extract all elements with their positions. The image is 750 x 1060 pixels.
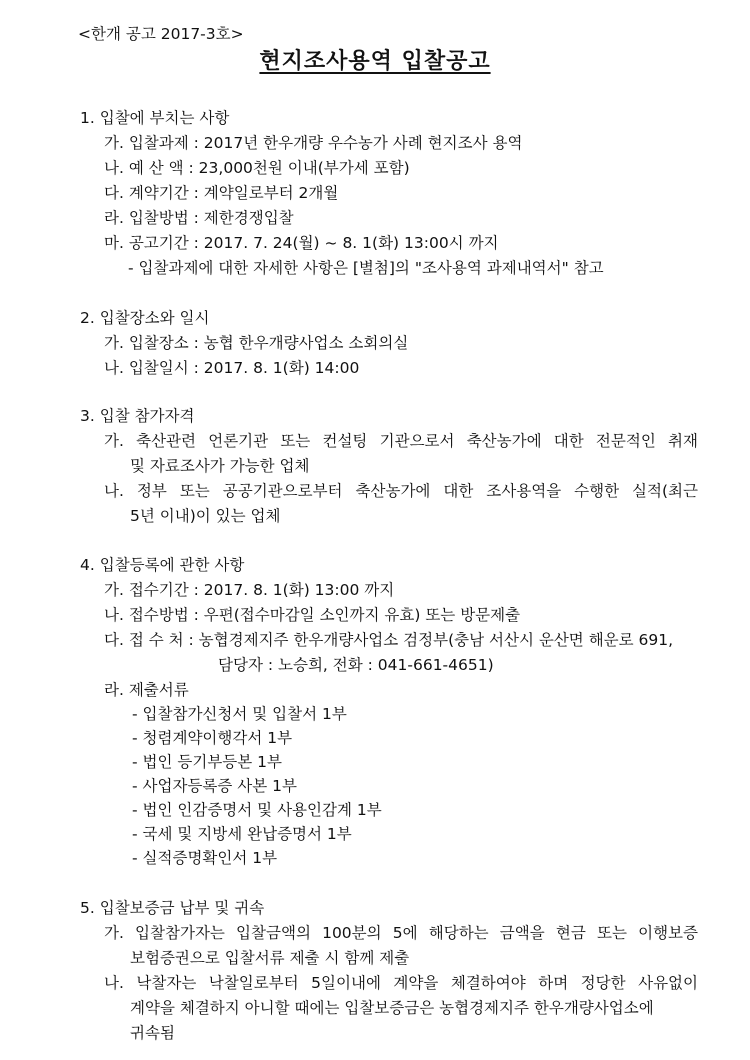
s4-item-d: 라. 제출서류 bbox=[104, 681, 189, 699]
section-3-heading: 3. 입찰 참가자격 bbox=[80, 407, 195, 425]
s1-item-e: 마. 공고기간 : 2017. 7. 24(월) ~ 8. 1(화) 13:00시 까지 bbox=[104, 234, 499, 252]
s5-item-a-line2: 보험증권으로 입찰서류 제출 시 함께 제출 bbox=[130, 949, 410, 967]
s4-doc-4: - 사업자등록증 사본 1부 bbox=[132, 777, 297, 795]
section-4-heading: 4. 입찰등록에 관한 사항 bbox=[80, 556, 245, 574]
page-title-text: 현지조사용역 입찰공고 bbox=[259, 49, 491, 74]
page-title bbox=[0, 44, 750, 75]
s5-item-b-line3: 귀속됨 bbox=[130, 1024, 175, 1042]
s4-doc-2: - 청렴계약이행각서 1부 bbox=[132, 729, 293, 747]
s4-item-a: 가. 접수기간 : 2017. 8. 1(화) 13:00 까지 bbox=[104, 581, 395, 599]
notice-number: <한개 공고 2017-3호> bbox=[78, 25, 244, 43]
s4-item-c-line1: 다. 접 수 처 : 농협경제지주 한우개량사업소 검정부(충남 서산시 운산면 해운로 691, bbox=[104, 631, 674, 649]
s5-item-b-line1: 나. 낙찰자는 낙찰일로부터 5일이내에 계약을 체결하여야 하며 정당한 사유없이 bbox=[104, 974, 698, 992]
s4-doc-7: - 실적증명확인서 1부 bbox=[132, 849, 278, 867]
s3-item-b-line1: 나. 정부 또는 공공기관으로부터 축산농가에 대한 조사용역을 수행한 실적(최근 bbox=[104, 482, 698, 500]
s4-item-b: 나. 접수방법 : 우편(접수마감일 소인까지 유효) 또는 방문제출 bbox=[104, 606, 521, 624]
s3-item-a-line2: 및 자료조사가 가능한 업체 bbox=[130, 457, 310, 475]
s5-item-a-line1: 가. 입찰참가자는 입찰금액의 100분의 5에 해당하는 금액을 현금 또는 이행보증 bbox=[104, 924, 698, 942]
s3-item-a-line1: 가. 축산관련 언론기관 또는 컨설팅 기관으로서 축산농가에 대한 전문적인 취재 bbox=[104, 432, 698, 450]
s4-doc-6: - 국세 및 지방세 완납증명서 1부 bbox=[132, 825, 352, 843]
section-1-heading: 1. 입찰에 부치는 사항 bbox=[80, 109, 230, 127]
section-2-heading: 2. 입찰장소와 일시 bbox=[80, 309, 210, 327]
s1-note: - 입찰과제에 대한 자세한 사항은 [별첨]의 "조사용역 과제내역서" 참고 bbox=[128, 259, 604, 277]
s1-item-d: 라. 입찰방법 : 제한경쟁입찰 bbox=[104, 209, 294, 227]
s4-doc-3: - 법인 등기부등본 1부 bbox=[132, 753, 283, 771]
s1-item-c: 다. 계약기간 : 계약일로부터 2개월 bbox=[104, 184, 339, 202]
s4-doc-1: - 입찰참가신청서 및 입찰서 1부 bbox=[132, 705, 347, 723]
s4-doc-5: - 법인 인감증명서 및 사용인감계 1부 bbox=[132, 801, 382, 819]
s4-item-c-line2: 담당자 : 노승희, 전화 : 041-661-4651) bbox=[218, 656, 494, 674]
s5-item-b-line2: 계약을 체결하지 아니할 때에는 입찰보증금은 농협경제지주 한우개량사업소에 bbox=[130, 999, 654, 1017]
s3-item-b-line2: 5년 이내)이 있는 업체 bbox=[130, 507, 281, 525]
s1-item-a: 가. 입찰과제 : 2017년 한우개량 우수농가 사례 현지조사 용역 bbox=[104, 134, 523, 152]
s2-item-b: 나. 입찰일시 : 2017. 8. 1(화) 14:00 bbox=[104, 359, 360, 377]
section-5-heading: 5. 입찰보증금 납부 및 귀속 bbox=[80, 899, 265, 917]
s2-item-a: 가. 입찰장소 : 농협 한우개량사업소 소회의실 bbox=[104, 334, 409, 352]
s1-item-b: 나. 예 산 액 : 23,000천원 이내(부가세 포함) bbox=[104, 159, 410, 177]
